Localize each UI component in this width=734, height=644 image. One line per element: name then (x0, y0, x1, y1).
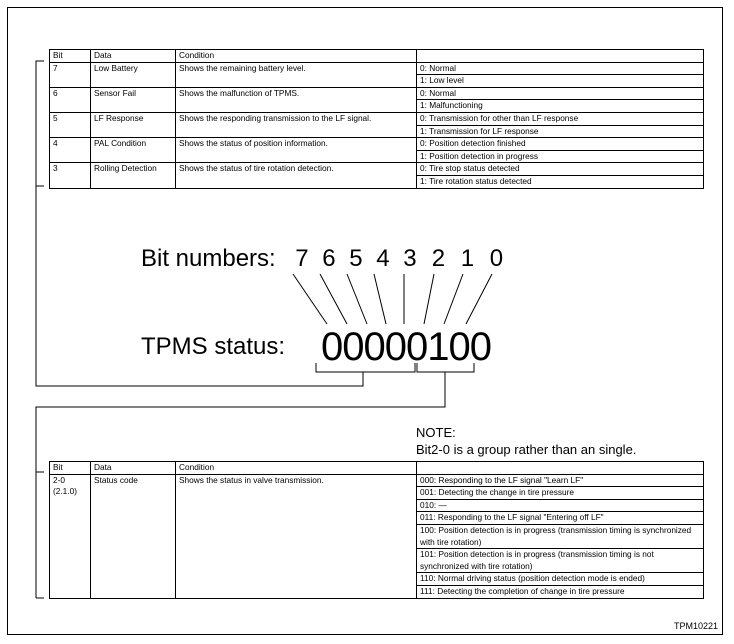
cell-value: 0: Tire stop status detected (417, 163, 704, 176)
bit-line-0 (466, 274, 492, 324)
cell-value: 0: Normal (417, 87, 704, 100)
cell-condition: Shows the remaining battery level. (176, 62, 417, 87)
bit-line-4 (374, 274, 386, 324)
cell-value: 1: Tire rotation status detected (417, 175, 704, 188)
bit-line-5 (347, 274, 367, 324)
cell-value: 101: Position detection is in progress (transmission timing is not synchronized with tire rotation) (417, 549, 704, 573)
cell-condition: Shows the status of position information. (176, 138, 417, 163)
cell-bit: 7 (50, 62, 91, 87)
bit-digit: 7 (295, 245, 309, 272)
cell-value: 1: Position detection in progress (417, 150, 704, 163)
cell-value: 010: — (417, 499, 704, 512)
cell-value: 100: Position detection is in progress (transmission timing is synchronized with tire rotation) (417, 524, 704, 548)
bit-line-1 (444, 274, 463, 324)
cell-data: Rolling Detection (91, 163, 176, 188)
cell-data: Sensor Fail (91, 87, 176, 112)
cell-condition: Shows the status of tire rotation detection. (176, 163, 417, 188)
cell-condition: Shows the malfunction of TPMS. (176, 87, 417, 112)
tpms-status-label: TPMS status: (141, 333, 286, 360)
bit-digits (288, 245, 511, 272)
note-text: Bit2-0 is a group rather than an single. (416, 442, 637, 457)
cell-value: 000: Responding to the LF signal "Learn LF" (417, 474, 704, 487)
cell-value: 011: Responding to the LF signal "Entering off LF" (417, 512, 704, 525)
cell-value: 110: Normal driving status (position detection mode is ended) (417, 573, 704, 586)
bit-digit: 0 (489, 245, 504, 272)
header-values (417, 462, 704, 475)
bit-digit: 1 (460, 245, 475, 272)
cell-bit: 6 (50, 87, 91, 112)
header-condition: Condition (176, 50, 417, 63)
bit-range-detail: (2.1.0) (53, 486, 77, 497)
bit-table-lower (49, 461, 704, 599)
bit-line-7 (293, 274, 327, 324)
cell-value: 0: Normal (417, 62, 704, 75)
cell-bit (50, 474, 91, 598)
cell-bit: 4 (50, 138, 91, 163)
cell-value: 111: Detecting the completion of change in tire pressure (417, 585, 704, 598)
cell-value: 1: Low level (417, 75, 704, 88)
header-bit: Bit (50, 462, 91, 475)
cell-data: Low Battery (91, 62, 176, 87)
bit-numbers-label: Bit numbers: (141, 245, 276, 272)
bit-digit: 6 (322, 245, 336, 272)
cell-data: LF Response (91, 112, 176, 137)
note-title: NOTE: (416, 425, 456, 440)
cell-data: Status code (91, 474, 176, 598)
bit-range: 2-0 (53, 474, 65, 485)
cell-data: PAL Condition (91, 138, 176, 163)
header-data: Data (91, 50, 176, 63)
figure-code: TPM10221 (673, 621, 718, 631)
cell-condition: Shows the responding transmission to the LF signal. (176, 112, 417, 137)
bit-digit: 5 (349, 245, 363, 272)
cell-value: 0: Position detection finished (417, 138, 704, 151)
tpms-status-value: 00000100 (321, 325, 491, 369)
note-block (416, 424, 636, 458)
bit-digit: 3 (403, 245, 417, 272)
bit-line-6 (320, 274, 347, 324)
cell-condition: Shows the status in valve transmission. (176, 474, 417, 598)
bit-line-2 (424, 274, 434, 324)
table-row (50, 474, 704, 487)
header-bit: Bit (50, 50, 91, 63)
bit-numbers-row (141, 245, 511, 273)
cell-value: 001: Detecting the change in tire pressure (417, 487, 704, 500)
bit-digit: 2 (431, 245, 446, 272)
cell-bit: 5 (50, 112, 91, 137)
table-header-row (50, 462, 704, 475)
bit-digit: 4 (376, 245, 390, 272)
cell-value: 1: Malfunctioning (417, 100, 704, 113)
cell-bit: 3 (50, 163, 91, 188)
cell-value: 1: Transmission for LF response (417, 125, 704, 138)
bracket-upper (36, 61, 44, 186)
header-data: Data (91, 462, 176, 475)
cell-value: 0: Transmission for other than LF response (417, 112, 704, 125)
header-condition: Condition (176, 462, 417, 475)
